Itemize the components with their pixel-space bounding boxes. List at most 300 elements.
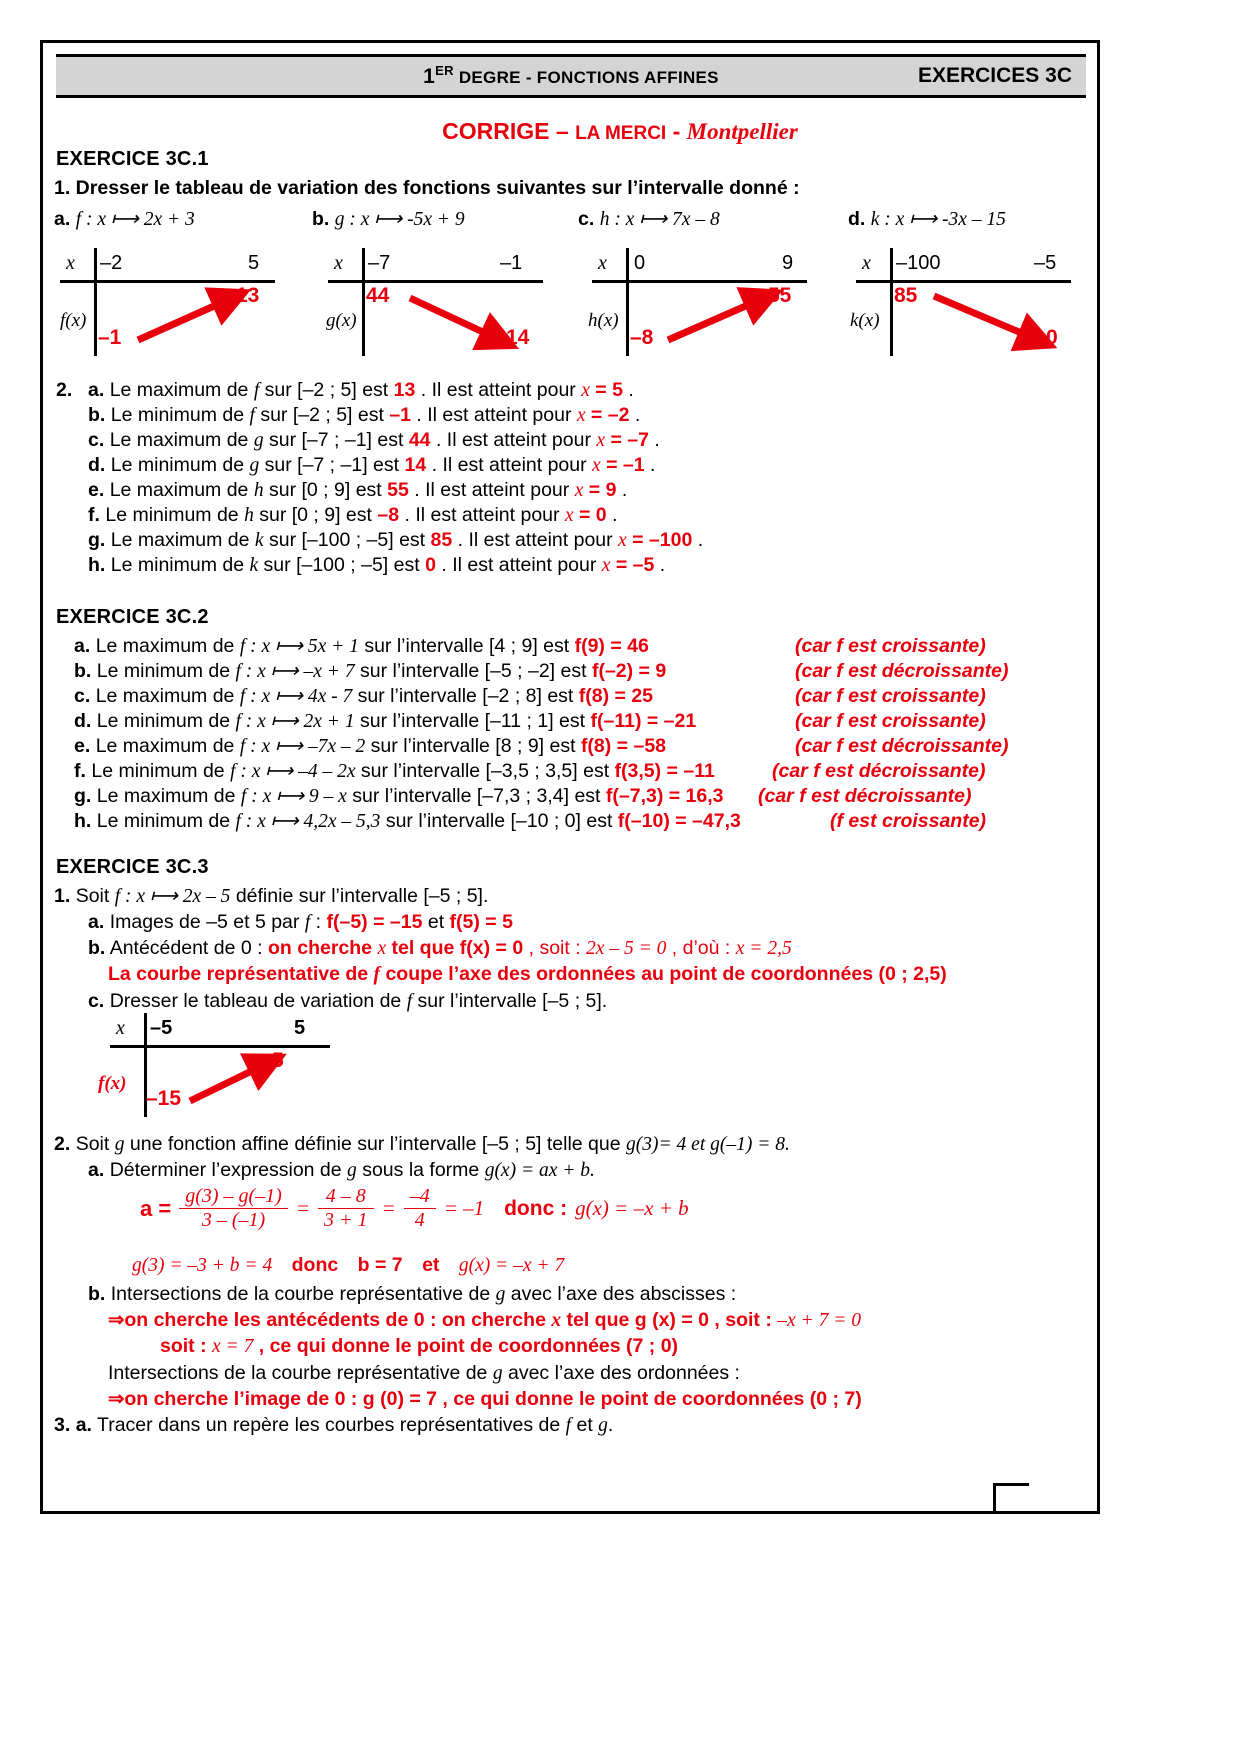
ex3-q2-a-form: g(x) = ax + b. <box>484 1160 595 1181</box>
ex3-q1-b-red2: tel que <box>386 937 460 959</box>
q2-fn-h: k <box>249 555 259 576</box>
ex3-q1-c-text: Dresser le tableau de variation de <box>109 990 407 1012</box>
slope-fraction-2 <box>318 1185 374 1232</box>
slope-fraction-2-numerator: 4 – 8 <box>318 1185 374 1209</box>
q2-letter-c: c. <box>88 429 105 451</box>
ex3-q2-a <box>88 1158 595 1184</box>
q2-tail-c: . <box>648 429 660 451</box>
ex2-answer-d: f(–11) = –21 <box>590 710 697 732</box>
slope-a-label: a = <box>140 1195 172 1221</box>
ex3-q2-number: 2. <box>54 1133 71 1155</box>
variation-table-ex3-start-value: –15 <box>146 1087 182 1110</box>
ex2-letter-g: g. <box>74 785 92 807</box>
q2-text2-h: sur [–100 ; –5] est <box>258 554 426 576</box>
ex3-q1-b-line2 <box>108 962 947 988</box>
q2-letter-g: g. <box>88 529 106 551</box>
ex3-q2-b-g: g <box>495 1284 506 1305</box>
ex2-answer-g: f(–7,3) = 16,3 <box>605 785 724 807</box>
corrige-dash: - <box>666 118 687 144</box>
variation-table-g <box>328 248 543 360</box>
slope-line2-part2: b = 7 <box>357 1254 403 1276</box>
function-item-c <box>578 207 720 233</box>
variation-table-k-start-value: 85 <box>894 284 918 307</box>
ex3-q1-b <box>88 936 792 962</box>
q2-fn-e: h <box>253 480 264 501</box>
slope-equals-3: = –1 <box>443 1196 485 1220</box>
variation-table-h-end-value: 55 <box>768 284 792 307</box>
ex2-mid-a: sur l’intervalle [4 ; 9] est <box>358 635 575 657</box>
variation-table-ex3-end-value: 5 <box>272 1049 284 1072</box>
ex3-q1-c <box>88 989 607 1015</box>
variation-table-f-left-bound: –2 <box>100 252 123 274</box>
variation-table-ex3-f <box>98 1013 330 1123</box>
variation-table-g-xlabel: x <box>334 252 343 274</box>
ex3-q1-a <box>88 910 513 936</box>
ex3-q2-b-line2-b: , ce qui donne le point de coordonnées (7 ; 0) <box>253 1335 679 1357</box>
ex2-fexpr-h: f : x ⟼ 4,2x – 5,3 <box>235 811 381 832</box>
q2-fn-g: k <box>254 530 264 551</box>
ex3-q2-a-letter: a. <box>88 1159 105 1181</box>
ex3-q3-f: f <box>565 1415 572 1436</box>
ex2-item-c <box>74 684 653 710</box>
ex3-q1-a-colon: : <box>310 911 327 933</box>
q2-text2-a: sur [–2 ; 5] est <box>259 379 394 401</box>
q2-letter-a: a. <box>88 379 105 401</box>
ex3-q1-b-res: x = 2,5 <box>735 938 792 959</box>
variation-table-k <box>850 248 1071 360</box>
exercise-1-heading: EXERCICE 3C.1 <box>56 148 209 170</box>
q2-text1-d: Le minimum de <box>110 454 250 476</box>
q2-item-f <box>88 503 618 529</box>
slope-line2-part1: g(3) = –3 + b = 4 <box>132 1255 273 1276</box>
q2-text1-a: Le maximum de <box>109 379 254 401</box>
q2-xvar-d: x <box>592 455 601 476</box>
q2-fn-d: g <box>249 455 260 476</box>
ex3-q2-b-line4-a: on cherche l’image de 0 <box>124 1388 346 1410</box>
q2-xvar-c: x <box>596 430 606 451</box>
ex3-q1-b-comma: , soit : <box>523 937 587 959</box>
ex3-q2-b-line1 <box>108 1308 861 1334</box>
ex3-q1-a-et: et <box>422 911 450 933</box>
ex2-letter-c: c. <box>74 685 91 707</box>
function-letter-a: a. <box>54 208 71 230</box>
q2-item-c <box>88 428 660 454</box>
ex2-lead-e: Le maximum de <box>95 735 240 757</box>
ex3-q2-lead: Soit <box>75 1133 115 1155</box>
q2-value-h: 0 <box>425 554 436 576</box>
ex2-note-e: (car f est décroissante) <box>795 735 1009 757</box>
ex3-q2-text: une fonction affine définie sur l’intervalle [–5 ; 5] telle que <box>124 1133 627 1155</box>
ex2-letter-d: d. <box>74 710 92 732</box>
q2-tail-h: . <box>654 554 666 576</box>
q2-xvar-e: x <box>574 480 584 501</box>
ex2-answer-f: f(3,5) = –11 <box>614 760 715 782</box>
function-expr-a: f : x ⟼ 2x + 3 <box>75 209 195 230</box>
ex2-lead-b: Le minimum de <box>96 660 236 682</box>
page-corner-mark <box>993 1483 1029 1513</box>
variation-table-f-right-bound: 5 <box>248 252 260 274</box>
slope-fraction-3-denominator: 4 <box>414 1209 425 1231</box>
ex3-q1-a-letter: a. <box>88 911 105 933</box>
ex3-q1-c-letter: c. <box>88 990 105 1012</box>
q2-xval-f: = 0 <box>573 504 607 526</box>
variation-table-ex3-right-bound: 5 <box>294 1017 306 1039</box>
variation-table-g-fxlabel: g(x) <box>326 310 357 331</box>
slope-donc: donc : <box>504 1196 568 1220</box>
q2-tail-g: . <box>692 529 704 551</box>
ex3-q2-a-g: g <box>347 1160 357 1181</box>
ex3-q1-tail: définie sur l’intervalle [–5 ; 5]. <box>230 885 489 907</box>
q2-item-h <box>88 553 665 579</box>
function-expr-d: k : x ⟼ -3x – 15 <box>870 209 1006 230</box>
variation-table-ex3-left-bound: –5 <box>150 1017 173 1039</box>
ex3-q2-b <box>88 1282 736 1308</box>
variation-table-g-start-value: 44 <box>366 284 390 307</box>
ex2-item-h <box>74 809 741 835</box>
variation-table-h <box>588 248 807 360</box>
ex2-note-f: (car f est décroissante) <box>772 760 986 782</box>
ex2-note-b: (car f est décroissante) <box>795 660 1009 682</box>
q2-xval-e: = 9 <box>583 479 617 501</box>
ex2-note-h: (f est croissante) <box>830 810 987 832</box>
ex2-lead-a: Le maximum de <box>95 635 240 657</box>
exercise-3-heading: EXERCICE 3C.3 <box>56 856 209 878</box>
q2-tail-d: . <box>644 454 656 476</box>
ex2-fexpr-e: f : x ⟼ –7x – 2 <box>239 736 366 757</box>
slope-fraction-1 <box>179 1185 288 1232</box>
ex2-lead-f: Le minimum de <box>91 760 231 782</box>
variation-table-ex3-arrow <box>110 1013 330 1123</box>
ex3-q2-a-tail: sous la forme <box>356 1159 485 1181</box>
ex2-fexpr-g: f : x ⟼ 9 – x <box>240 786 347 807</box>
q2-text1-e: Le maximum de <box>109 479 254 501</box>
q2-text2-f: sur [0 ; 9] est <box>253 504 378 526</box>
slope-equals-1: = <box>295 1196 311 1220</box>
ex3-q1-b-line2-a: La courbe représentative de <box>108 963 374 985</box>
variation-table-k-xlabel: x <box>862 252 871 274</box>
ex3-q2-b-red2: tel que <box>561 1309 635 1331</box>
variation-table-g-end-value: 14 <box>506 326 530 349</box>
ex2-fexpr-a: f : x ⟼ 5x + 1 <box>239 636 359 657</box>
q2-value-d: 14 <box>404 454 427 476</box>
ex2-note-d: (car f est croissante) <box>795 710 986 732</box>
header-title-rest: DEGRE - FONCTIONS AFFINES <box>453 68 719 87</box>
header-title-number: 1 <box>423 65 436 88</box>
variation-table-k-fxlabel: k(x) <box>850 310 880 331</box>
q2-letter-d: d. <box>88 454 106 476</box>
q2-xvar-h: x <box>601 555 611 576</box>
variation-table-ex3-xlabel: x <box>116 1017 125 1039</box>
variation-table-ex3-fxlabel: f(x) <box>98 1073 127 1094</box>
q2-xvar-a: x <box>581 380 590 401</box>
q2-text1-c: Le maximum de <box>109 429 254 451</box>
corrige-label: CORRIGE – <box>442 118 576 144</box>
ex3-q2-b-line2 <box>160 1334 678 1360</box>
q2-item-e <box>88 478 627 504</box>
ex2-fexpr-c: f : x ⟼ 4x - 7 <box>239 686 353 707</box>
ex2-lead-d: Le minimum de <box>96 710 236 732</box>
slope-line2-et: et <box>422 1254 440 1276</box>
exercise-2-heading: EXERCICE 3C.2 <box>56 606 209 628</box>
ex3-q1-a-answer-2: f(5) = 5 <box>449 911 513 933</box>
q2-text1-h: Le minimum de <box>110 554 250 576</box>
function-letter-b: b. <box>312 208 330 230</box>
q2-letter-h: h. <box>88 554 106 576</box>
q2-xvar-b: x <box>576 405 586 426</box>
slope-fraction-1-numerator: g(3) – g(–1) <box>179 1185 288 1209</box>
corrige-subtitle <box>0 118 1240 145</box>
q2-text2-e: sur [0 ; 9] est <box>263 479 388 501</box>
variation-table-g-left-bound: –7 <box>368 252 391 274</box>
slope-line2-part3: g(x) = –x + 7 <box>458 1255 565 1276</box>
variation-table-h-right-bound: 9 <box>782 252 794 274</box>
ex2-item-d <box>74 709 696 735</box>
ex2-letter-b: b. <box>74 660 92 682</box>
ex3-q2-cond: g(3)= 4 et g(–1) = 8. <box>626 1134 790 1155</box>
q2-text1-f: Le minimum de <box>105 504 245 526</box>
q2-xvar-g: x <box>618 530 627 551</box>
ex2-letter-a: a. <box>74 635 91 657</box>
q2-item-d <box>88 453 655 479</box>
ex3-q2-b-line3-text: Intersections de la courbe représentative de <box>108 1362 493 1384</box>
ex2-answer-h: f(–10) = –47,3 <box>617 810 741 832</box>
corrige-school: LA MERCI <box>575 123 667 144</box>
ex2-letter-f: f. <box>74 760 86 782</box>
ex2-answer-e: f(8) = –58 <box>580 735 667 757</box>
ex3-q3-tail: . <box>607 1414 614 1436</box>
q2-xval-b: = –2 <box>585 404 630 426</box>
ex3-q1-number: 1. <box>54 885 71 907</box>
q2-tail-b: . <box>629 404 641 426</box>
variation-table-k-left-bound: –100 <box>896 252 941 274</box>
q2-text3-g: . Il est atteint pour <box>452 529 619 551</box>
function-letter-c: c. <box>578 208 595 230</box>
ex3-q1-b-red1: on cherche <box>267 937 378 959</box>
variation-table-h-left-bound: 0 <box>634 252 646 274</box>
q2-item-g <box>88 528 703 554</box>
ex3-q2-b-line3 <box>108 1361 740 1387</box>
variation-table-f-xlabel: x <box>66 252 75 274</box>
ex2-item-g <box>74 784 724 810</box>
ex2-item-b <box>74 659 666 685</box>
variation-table-f-start-value: –1 <box>98 326 122 349</box>
variation-table-h-arrow <box>592 248 807 360</box>
variation-table-h-fxlabel: h(x) <box>588 310 619 331</box>
q2-number: 2. <box>56 379 73 401</box>
ex2-mid-b: sur l’intervalle [–5 ; –2] est <box>354 660 592 682</box>
ex3-q2-b-gx: g (x) = 0 <box>634 1309 709 1331</box>
variation-table-g-arrow <box>328 248 543 360</box>
q2-fn-f: h <box>244 505 254 526</box>
ex3-q2-b-line4-c: , ce qui donne le point de coordonnées (0 ; 7) <box>437 1388 862 1410</box>
q2-tail-a: . <box>622 379 634 401</box>
slope-formula-line2 <box>132 1253 564 1279</box>
q2-item-b <box>88 403 640 429</box>
ex3-q2-b-letter: b. <box>88 1283 106 1305</box>
q2-value-a: 13 <box>393 379 416 401</box>
ex3-q2-b-line4-b: g (0) = 7 <box>362 1388 438 1410</box>
q2-letter-e: e. <box>88 479 105 501</box>
q2-text2-b: sur [–2 ; 5] est <box>254 404 390 426</box>
q2-text3-a: . Il est atteint pour <box>415 379 582 401</box>
ex3-q1-a-answer-1: f(–5) = –15 <box>326 911 423 933</box>
ex3-q2-a-text: Déterminer l’expression de <box>109 1159 348 1181</box>
ex3-q2 <box>54 1132 790 1158</box>
variation-table-k-end-value: 0 <box>1046 326 1058 349</box>
ex2-answer-a: f(9) = 46 <box>574 635 649 657</box>
q2-xval-d: = –1 <box>600 454 645 476</box>
ex2-item-a <box>74 634 649 660</box>
ex3-q1-lead: Soit <box>75 885 115 907</box>
q2-fn-a: f <box>253 380 260 401</box>
q2-tail-e: . <box>616 479 628 501</box>
q2-xvar-f: x <box>564 505 574 526</box>
variation-table-k-arrow <box>856 248 1071 360</box>
ex3-q2-b-line4 <box>108 1387 862 1412</box>
variation-table-f-arrow <box>60 248 275 360</box>
slope-line2-donc: donc <box>291 1254 339 1276</box>
q2-text3-b: . Il est atteint pour <box>411 404 577 426</box>
ex3-q1-c-fn: f <box>406 991 413 1012</box>
ex2-lead-h: Le minimum de <box>96 810 236 832</box>
ex2-note-c: (car f est croissante) <box>795 685 986 707</box>
q2-value-g: 85 <box>430 529 453 551</box>
ex3-q2-b-line3-g: g <box>492 1363 503 1384</box>
ex3-q2-b-text: Intersections de la courbe représentative de <box>110 1283 496 1305</box>
ex3-q2-b-x: x <box>551 1310 562 1331</box>
corrige-city: Montpellier <box>686 119 798 144</box>
ex2-mid-g: sur l’intervalle [–7,3 ; 3,4] est <box>346 785 606 807</box>
ex2-mid-h: sur l’intervalle [–10 ; 0] est <box>380 810 618 832</box>
q2-item-a <box>88 378 634 404</box>
ex3-q2-b-red1: on cherche les antécédents de 0 : on cherche <box>124 1309 552 1331</box>
ex2-fexpr-f: f : x ⟼ –4 – 2x <box>230 761 356 782</box>
ex2-letter-e: e. <box>74 735 91 757</box>
q2-fn-b: f <box>249 405 255 426</box>
variation-table-h-start-value: –8 <box>630 326 654 349</box>
q2-letter-b: b. <box>88 404 106 426</box>
q2-value-e: 55 <box>387 479 409 501</box>
q2-value-c: 44 <box>408 429 431 451</box>
q1-text: 1. Dresser le tableau de variation des fonctions suivantes sur l’intervalle donné : <box>54 177 800 199</box>
ex3-q2-b-line2-x: x = 7 <box>212 1336 254 1357</box>
ex3-q1-b-letter: b. <box>88 937 106 959</box>
ex3-q1-a-text: Images de –5 et 5 par <box>109 911 305 933</box>
ex2-mid-e: sur l’intervalle [8 ; 9] est <box>365 735 581 757</box>
function-letter-d: d. <box>848 208 866 230</box>
ex2-mid-c: sur l’intervalle [–2 ; 8] est <box>352 685 579 707</box>
ex2-answer-c: f(8) = 25 <box>578 685 654 707</box>
q2-fn-c: g <box>253 430 264 451</box>
ex3-q2-b-eq: –x + 7 = 0 <box>777 1310 861 1331</box>
function-item-b <box>312 207 465 233</box>
slope-formula <box>140 1185 689 1232</box>
ex2-fexpr-b: f : x ⟼ –x + 7 <box>235 661 355 682</box>
ex2-item-e <box>74 734 666 760</box>
q2-text3-h: . Il est atteint pour <box>435 554 602 576</box>
ex3-q1-b-dou: , d’où : <box>666 937 736 959</box>
ex3-q3-et: et <box>571 1414 599 1436</box>
exercise-1-question-1 <box>54 176 800 201</box>
q2-text3-c: . Il est atteint pour <box>430 429 597 451</box>
slope-fraction-3-numerator: –4 <box>404 1185 436 1209</box>
ex3-q1 <box>54 884 488 910</box>
q2-tail-f: . <box>606 504 618 526</box>
slope-fraction-2-denominator: 3 + 1 <box>324 1209 368 1231</box>
ex3-q3-text: Tracer dans un repère les courbes représentatives de <box>97 1414 566 1436</box>
document-header <box>56 54 1086 98</box>
function-item-a <box>54 207 195 233</box>
ex2-note-a: (car f est croissante) <box>795 635 986 657</box>
ex3-q2-g: g <box>114 1134 125 1155</box>
function-expr-c: h : x ⟼ 7x – 8 <box>599 209 720 230</box>
q2-xval-h: = –5 <box>610 554 655 576</box>
slope-fraction-3 <box>404 1185 436 1232</box>
q2-xval-c: = –7 <box>605 429 649 451</box>
q2-text2-g: sur [–100 ; –5] est <box>263 529 431 551</box>
ex2-lead-g: Le maximum de <box>96 785 241 807</box>
ex2-fexpr-d: f : x ⟼ 2x + 1 <box>235 711 355 732</box>
header-exercise-ref: EXERCICES 3C <box>917 64 1072 87</box>
variation-table-f-fxlabel: f(x) <box>60 310 87 331</box>
ex3-q3-letter: a. <box>75 1414 92 1436</box>
slope-equals-2: = <box>381 1196 396 1220</box>
slope-result: g(x) = –x + b <box>575 1196 689 1220</box>
ex3-q1-a-fn: f <box>304 912 311 933</box>
q2-xval-g: = –100 <box>626 529 693 551</box>
arrow-right-icon-2: ⇒ <box>108 1388 125 1410</box>
arrow-right-icon: ⇒ <box>108 1309 125 1331</box>
variation-table-g-right-bound: –1 <box>500 252 523 274</box>
function-expr-b: g : x ⟼ -5x + 9 <box>334 209 465 230</box>
ex3-q1-b-eq: 2x – 5 = 0 <box>586 938 667 959</box>
slope-fraction-1-denominator: 3 – (–1) <box>201 1209 266 1231</box>
ex2-lead-c: Le maximum de <box>95 685 240 707</box>
ex3-q2-b-line3-tail: avec l’axe des ordonnées : <box>502 1362 740 1384</box>
ex3-q1-b-x: x <box>377 938 387 959</box>
ex3-q3-g: g <box>598 1415 608 1436</box>
ex3-q1-b-text: Antécédent de 0 : <box>109 937 268 959</box>
ex3-q2-b-line2-a: soit : <box>160 1335 212 1357</box>
ex2-mid-f: sur l’intervalle [–3,5 ; 3,5] est <box>355 760 615 782</box>
header-title-sup: ER <box>435 63 454 78</box>
q2-text1-b: Le minimum de <box>110 404 250 426</box>
ex3-q2-b-soit: , soit : <box>709 1309 778 1331</box>
ex3-q2-b-tail: avec l’axe des abscisses : <box>505 1283 737 1305</box>
ex2-letter-h: h. <box>74 810 92 832</box>
variation-table-f <box>60 248 275 360</box>
q2-text3-d: . Il est atteint pour <box>426 454 593 476</box>
ex2-answer-b: f(–2) = 9 <box>591 660 667 682</box>
ex2-item-f <box>74 759 715 785</box>
q2-letter-f: f. <box>88 504 100 526</box>
q2-text3-f: . Il est atteint pour <box>399 504 565 526</box>
variation-table-h-xlabel: x <box>598 252 607 274</box>
ex3-q3-number: 3. <box>54 1414 71 1436</box>
q2-text3-e: . Il est atteint pour <box>408 479 575 501</box>
ex3-q1-b-line2-b: coupe l’axe des ordonnées au point de coordonnées (0 ; 2,5) <box>380 963 947 985</box>
ex3-q3 <box>54 1413 613 1439</box>
ex3-q1-fn: f : x ⟼ 2x – 5 <box>114 886 231 907</box>
ex3-q2-b-line4-colon: : <box>345 1388 363 1410</box>
ex2-note-g: (car f est décroissante) <box>758 785 972 807</box>
function-item-d <box>848 207 1006 233</box>
q2-value-b: –1 <box>389 404 412 426</box>
q2-text1-g: Le maximum de <box>110 529 255 551</box>
variation-table-f-end-value: 13 <box>236 284 260 307</box>
q2-xval-a: = 5 <box>589 379 623 401</box>
ex2-mid-d: sur l’intervalle [–11 ; 1] est <box>354 710 591 732</box>
